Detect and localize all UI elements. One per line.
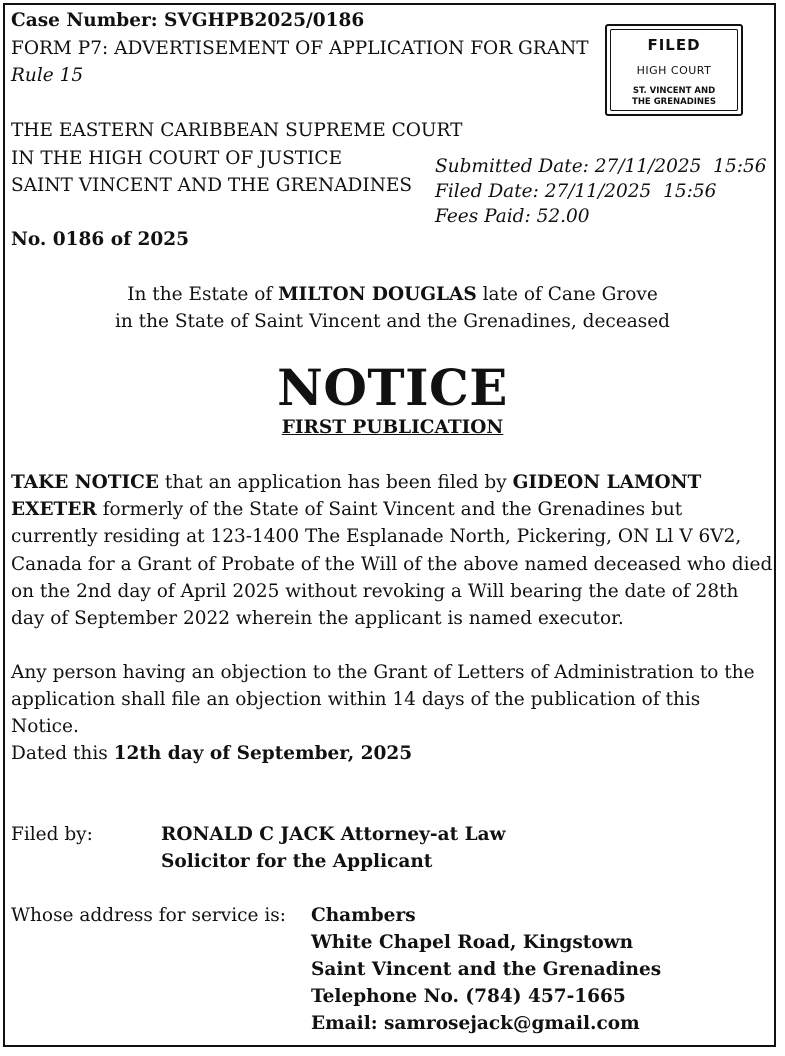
court-line-3: SAINT VINCENT AND THE GRENADINES <box>11 175 413 196</box>
address-line-3: Saint Vincent and the Grenadines <box>311 959 662 980</box>
stamp-filed-label: FILED <box>647 36 701 54</box>
take-notice-text-1: that an application has been filed by <box>159 472 513 493</box>
court-line-2: IN THE HIGH COURT OF JUSTICE <box>11 148 343 169</box>
estate-prefix: In the Estate of <box>127 284 279 305</box>
fees-paid: Fees Paid: 52.00 <box>435 206 590 227</box>
telephone-number: Telephone No. (784) 457-1665 <box>311 986 626 1007</box>
estate-line-1 <box>0 281 785 308</box>
case-number: Case Number: SVGHPB2025/0186 <box>11 10 365 31</box>
dated-prefix: Dated this <box>11 743 114 764</box>
address-line-1: Chambers <box>311 905 416 926</box>
take-notice-text-2: formerly of the State of Saint Vincent and the Grenadines but currently residing at 123-1400 The Esplanade North, Pickering, ON Ll V 6V2, Canada for a Grant of Probate of the Will of the above named deceased who died on the 2nd day of April 2025 without revoking a Will bearing the date of 28th day of September 2022 wherein the applicant is named executor. <box>11 499 773 630</box>
claim-number: No. 0186 of 2025 <box>11 229 189 250</box>
stamp-court-label: HIGH COURT <box>636 64 712 77</box>
filed-by-line-2: Solicitor for the Applicant <box>161 851 433 872</box>
address-label: Whose address for service is: <box>11 905 286 926</box>
address-line-2: White Chapel Road, Kingstown <box>311 932 634 953</box>
filed-stamp <box>605 24 743 116</box>
deceased-name: MILTON DOUGLAS <box>278 284 477 305</box>
submitted-date: Submitted Date: 27/11/2025 15:56 <box>435 156 767 177</box>
take-notice-lead: TAKE NOTICE <box>11 472 159 493</box>
estate-line-2: in the State of Saint Vincent and the Grenadines, deceased <box>114 311 671 332</box>
first-publication: FIRST PUBLICATION <box>281 417 504 438</box>
dated-value: 12th day of September, 2025 <box>113 743 413 764</box>
take-notice-paragraph <box>11 469 773 632</box>
court-line-1: THE EASTERN CARIBBEAN SUPREME COURT <box>11 120 463 141</box>
form-title: FORM P7: ADVERTISEMENT OF APPLICATION FOR GRANT <box>11 38 589 59</box>
filed-date: Filed Date: 27/11/2025 15:56 <box>435 181 717 202</box>
email-address: Email: samrosejack@gmail.com <box>311 1013 640 1034</box>
rule-reference: Rule 15 <box>11 65 84 86</box>
estate-suffix: late of Cane Grove <box>476 284 658 305</box>
dated-line <box>11 740 412 767</box>
filed-by-line-1: RONALD C JACK Attorney-at Law <box>161 824 506 845</box>
applicant-name: GIDEON LAMONT EXETER <box>11 472 702 521</box>
stamp-location-line2: THE GRENADINES <box>632 97 716 107</box>
objection-paragraph: Any person having an objection to the Grant of Letters of Administration to the application shall file an objection within 14 days of the publication of this Notice. <box>11 662 755 738</box>
stamp-location-line1: ST. VINCENT AND <box>632 86 716 96</box>
notice-title: NOTICE <box>277 358 508 417</box>
filed-by-label: Filed by: <box>11 824 93 845</box>
